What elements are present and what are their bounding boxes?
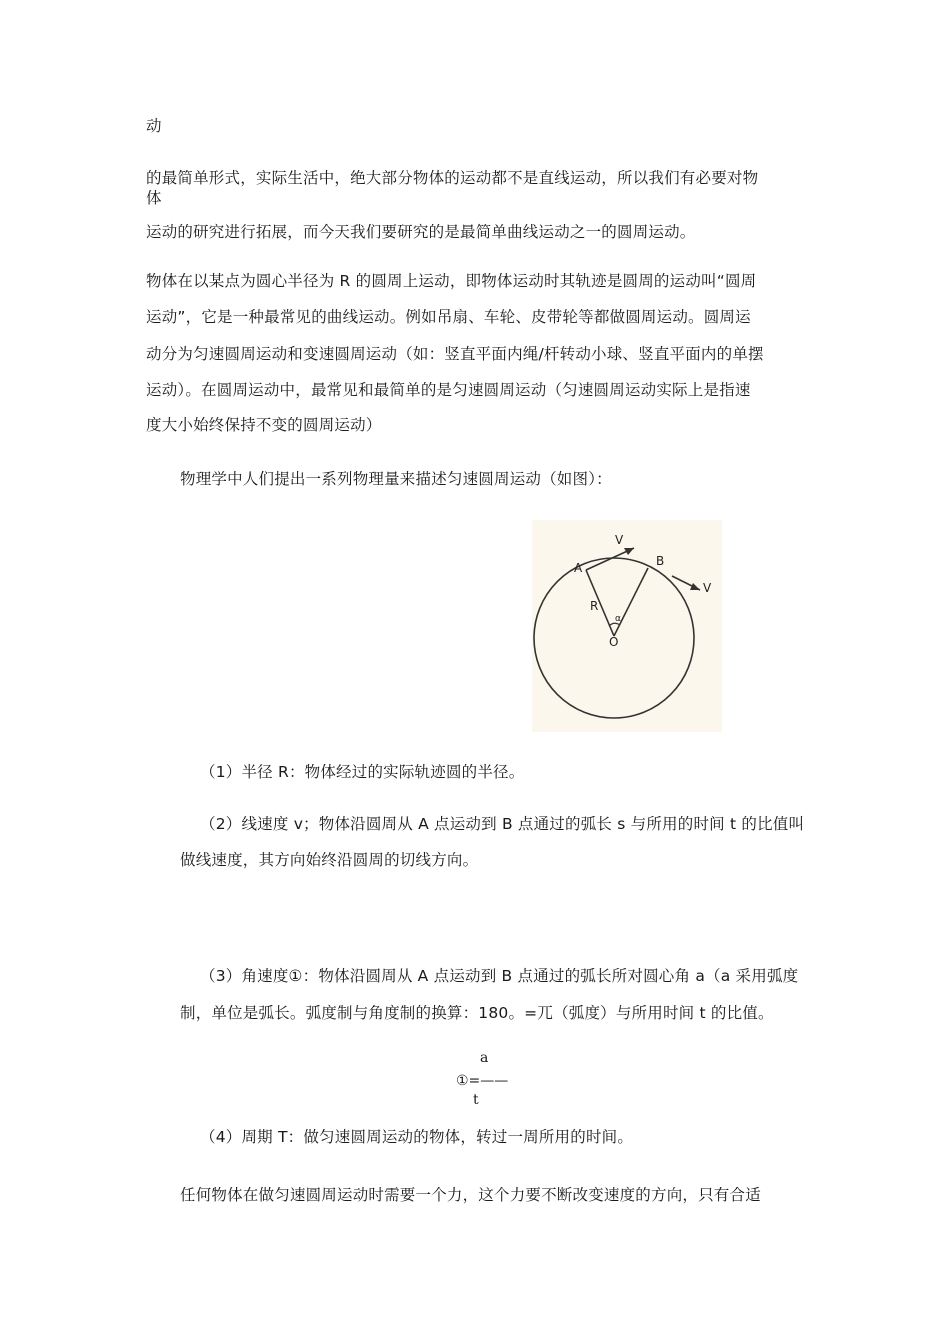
text-line: （3）角速度①：物体沿圆周从 A 点运动到 B 点通过的弧长所对圆心角 a（a 采用弧度 <box>200 967 799 985</box>
text-line: 做线速度，其方向始终沿圆周的切线方向。 <box>180 851 479 869</box>
text-line: 运动）。在圆周运动中，最常见和最简单的是匀速圆周运动（匀速圆周运动实际上是指速 <box>146 381 751 399</box>
text-line: （4）周期 T：做匀速圆周运动的物体，转过一周所用的时间。 <box>200 1128 634 1146</box>
text-line: （2）线速度 v；物体沿圆周从 A 点运动到 B 点通过的弧长 s 与所用的时间 t 的比值叫 <box>200 815 805 833</box>
circular-motion-figure <box>532 520 722 732</box>
formula-denominator: t <box>473 1092 479 1108</box>
label-o: O <box>609 635 619 649</box>
label-alpha: α <box>615 614 621 624</box>
text-line: 任何物体在做匀速圆周运动时需要一个力，这个力要不断改变速度的方向，只有合适 <box>180 1186 761 1204</box>
formula-lhs: ①=—— <box>456 1073 509 1089</box>
text-line: 运动的研究进行拓展，而今天我们要研究的是最简单曲线运动之一的圆周运动。 <box>146 223 696 241</box>
text-line: 物理学中人们提出一系列物理量来描述匀速圆周运动（如图）： <box>180 470 612 488</box>
label-v-a: V <box>615 533 624 547</box>
label-v-b: V <box>703 581 712 595</box>
text-line: 动 <box>146 117 162 135</box>
label-b: B <box>656 554 665 568</box>
text-line: 体 <box>146 189 162 207</box>
formula-numerator: a <box>480 1050 489 1066</box>
text-line: 动分为匀速圆周运动和变速圆周运动（如：竖直平面内绳/杆转动小球、竖直平面内的单摆 <box>146 345 764 363</box>
label-r: R <box>590 599 599 613</box>
text-line: 度大小始终保持不变的圆周运动） <box>146 416 382 434</box>
label-a: A <box>574 561 583 575</box>
arrowhead-icon <box>690 583 700 590</box>
text-line: （1）半径 R：物体经过的实际轨迹圆的半径。 <box>200 763 525 781</box>
text-line: 物体在以某点为圆心半径为 R 的圆周上运动，即物体运动时其轨迹是圆周的运动叫“圆周 <box>146 272 757 290</box>
radius-ob <box>614 568 648 636</box>
text-line: 制，单位是弧长。弧度制与角度制的换算：180。=兀（弧度）与所用时间 t 的比值。 <box>180 1004 774 1022</box>
text-line: 运动”，它是一种最常见的曲线运动。例如吊扇、车轮、皮带轮等都做圆周运动。圆周运 <box>146 308 751 326</box>
circular-motion-diagram <box>532 520 722 732</box>
text-line: 的最简单形式，实际生活中，绝大部分物体的运动都不是直线运动，所以我们有必要对物 <box>146 169 759 187</box>
